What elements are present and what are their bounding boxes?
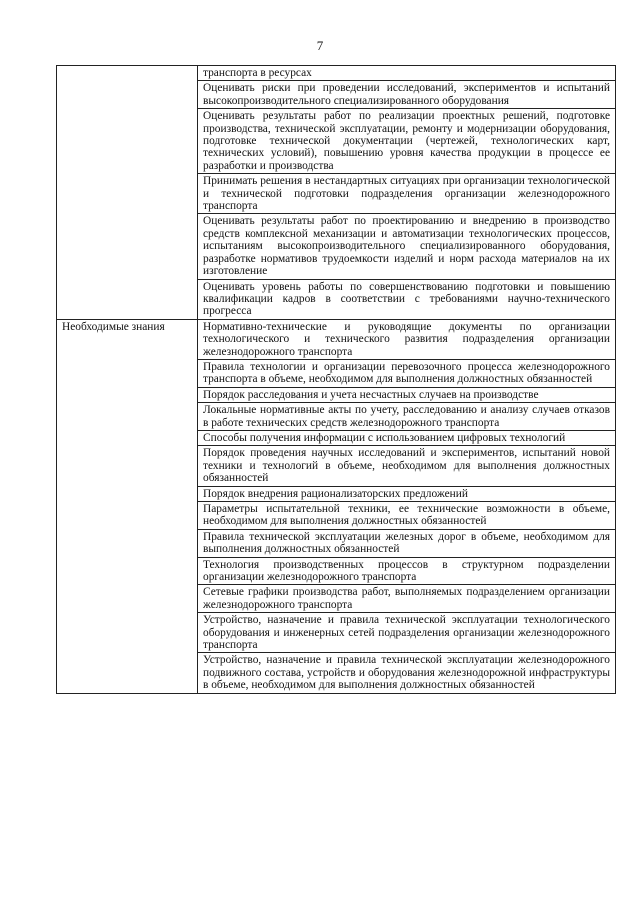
skills-label-cell [57, 66, 198, 320]
table-cell: Сетевые графики производства работ, выполняемых подразделением организации железнодорожного транспорта [198, 585, 616, 613]
table-cell: Устройство, назначение и правила технической эксплуатации технологического оборудования и инженерных сетей подразделения организации железнодорожного транспорта [198, 613, 616, 653]
table-cell: Устройство, назначение и правила технической эксплуатации железнодорожного подвижного состава, устройств и оборудования железнодорожной инфраструктуры в объеме, необходимом для выполнения должностных обязанностей [198, 653, 616, 693]
table-cell: Правила технической эксплуатации железных дорог в объеме, необходимом для выполнения должностных обязанностей [198, 529, 616, 557]
table-cell: Оценивать результаты работ по проектированию и внедрению в производство средств комплексной механизации и автоматизации технологических процессов, испытаниям высокопроизводительного специализированного оборудования, разработке нормативов трудоемкости изделий и норм расхода материалов на их изготовление [198, 214, 616, 279]
table-cell: Оценивать уровень работы по совершенствованию подготовки и повышению квалификации кадров в соответствии с требованиями научно-технического прогресса [198, 279, 616, 319]
table-cell: Порядок проведения научных исследований и экспериментов, испытаний новой техники и технологий в объеме, необходимом для выполнения должностных обязанностей [198, 446, 616, 486]
table-cell: Принимать решения в нестандартных ситуациях при организации технологической и технической подготовки подразделения организации железнодорожного транспорта [198, 174, 616, 214]
table-cell: Оценивать риски при проведении исследований, экспериментов и испытаний высокопроизводительного специализированного оборудования [198, 81, 616, 109]
table-cell: Порядок расследования и учета несчастных случаев на производстве [198, 387, 616, 402]
table-cell: Нормативно-технические и руководящие документы по организации технологического и технического развития подразделения организации железнодорожного транспорта [198, 319, 616, 359]
competency-table [56, 65, 616, 694]
table-cell: Технология производственных процессов в структурном подразделении организации железнодорожного транспорта [198, 557, 616, 585]
knowledge-label: Необходимые знания [57, 319, 198, 693]
table-cell: Оценивать результаты работ по реализации проектных решений, подготовке производства, технической эксплуатации, ремонту и модернизации оборудования, подготовке технической документации (чертежей, технологических карт, технических условий), повышению уровня качества продукции в процессе ее разработки и производства [198, 109, 616, 174]
table-cell: Локальные нормативные акты по учету, расследованию и анализу случаев отказов в работе технических средств железнодорожного транспорта [198, 403, 616, 431]
table-cell: Параметры испытательной техники, ее технические возможности в объеме, необходимом для выполнения должностных обязанностей [198, 502, 616, 530]
table-cell: транспорта в ресурсах [198, 66, 616, 81]
table-row [57, 319, 616, 359]
table-cell: Способы получения информации с использованием цифровых технологий [198, 430, 616, 445]
table-cell: Порядок внедрения рационализаторских предложений [198, 486, 616, 501]
table-row [57, 66, 616, 81]
table-cell: Правила технологии и организации перевозочного процесса железнодорожного транспорта в объеме, необходимом для выполнения должностных обязанностей [198, 359, 616, 387]
page-number: 7 [316, 38, 324, 53]
